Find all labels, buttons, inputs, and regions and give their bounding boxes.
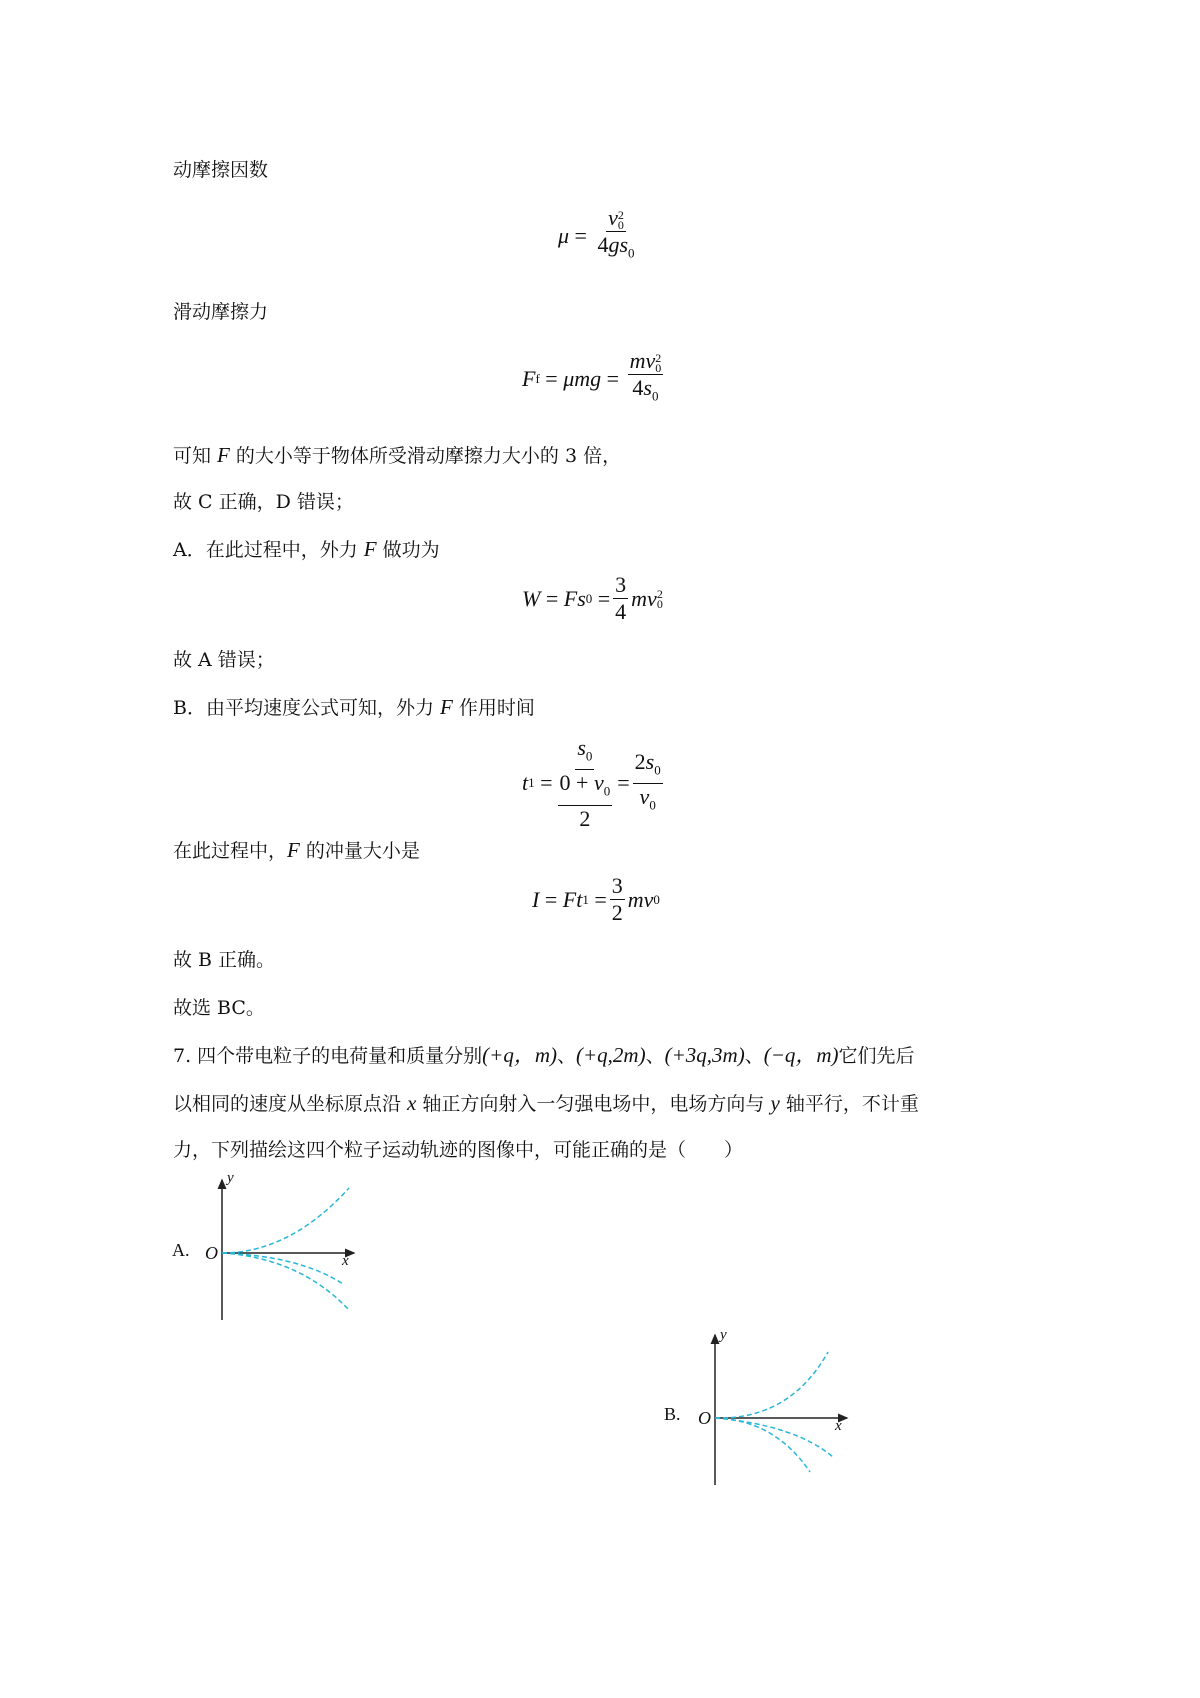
text-line: A．在此过程中，外力 F 做功为	[173, 537, 440, 561]
option-a-diagram	[222, 1180, 354, 1320]
option-a-label[interactable]: A.	[172, 1240, 190, 1260]
text-line: 可知 F 的大小等于物体所受滑动摩擦力大小的 3 倍，	[173, 443, 622, 467]
text-line: 故 A 错误；	[173, 649, 275, 671]
y-axis-label: y	[227, 1170, 234, 1186]
question-stem: 以相同的速度从坐标原点沿 x 轴正方向射入一匀强电场中，电场方向与 y 轴平行，不计重	[173, 1091, 919, 1115]
text-line: 故 B 正确。	[173, 949, 276, 971]
x-axis-label: x	[835, 1418, 842, 1434]
formula-friction: F f = μmg = mv 2 0 $4s_0$	[522, 348, 662, 404]
formula-work: W = Fs 0 = $\frac{3}{4}$ mv 2 0	[522, 572, 663, 624]
text-line: 动摩擦因数	[173, 159, 269, 181]
origin-label: O	[698, 1408, 711, 1428]
option-b-label[interactable]: B.	[664, 1404, 681, 1424]
question-stem: 7. 四个带电粒子的电荷量和质量分别(+q，m)、(+q,2m)、(+3q,3m)、(−q，m)它们先后	[173, 1043, 915, 1067]
text-line: B．由平均速度公式可知，外力 F 作用时间	[173, 695, 535, 719]
y-axis-label: y	[720, 1327, 727, 1343]
text-line: 故选 BC。	[173, 997, 265, 1019]
trajectory-curve	[222, 1253, 343, 1284]
formula-mu: μ = v 2 0 $4gs_0$	[558, 205, 635, 261]
formula-impulse: I = Ft 1 = $\frac{3}{2}$ mv 0	[532, 873, 660, 925]
question-stem: 力，下列描绘这四个粒子运动轨迹的图像中，可能正确的是（ ）	[173, 1139, 744, 1161]
formula-time: t 1 = $\frac{s_0}{\frac{0 + v_0}{2}}$ = $\frac{2s_0}{v_0}$	[522, 735, 661, 831]
x-axis-label: x	[342, 1253, 349, 1269]
trajectory-curve	[715, 1418, 810, 1472]
option-b-diagram	[715, 1335, 847, 1485]
origin-label: O	[205, 1243, 218, 1263]
text-line: 滑动摩擦力	[173, 301, 269, 323]
text-line: 故 C 正确，D 错误；	[173, 491, 354, 513]
text-line: 在此过程中，F 的冲量大小是	[173, 838, 420, 862]
trajectory-curve	[222, 1188, 349, 1253]
trajectory-curve	[715, 1418, 833, 1457]
trajectory-curve	[715, 1352, 828, 1418]
